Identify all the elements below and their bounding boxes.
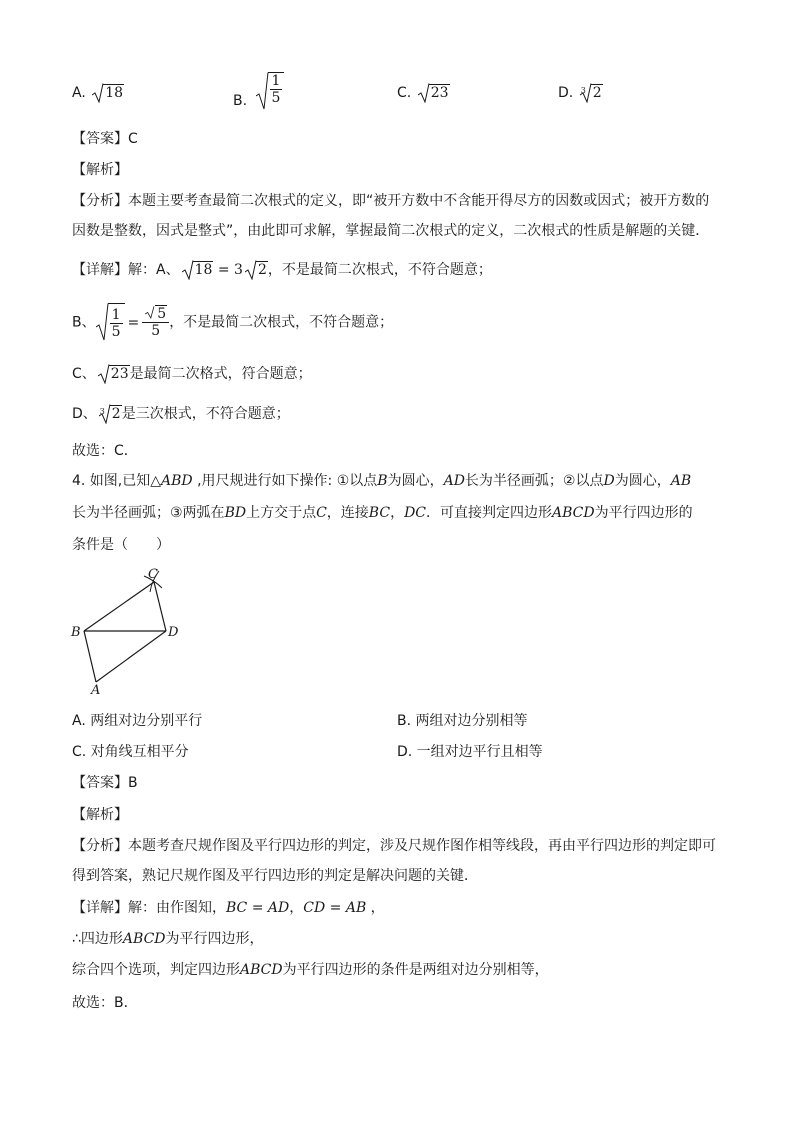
q4-answer: 【答案】B <box>72 775 138 791</box>
sqrt-expression <box>98 364 130 384</box>
math-var: BC <box>368 505 391 521</box>
numerator: 1 <box>111 306 121 323</box>
radicand: 2 <box>111 406 121 422</box>
option-a-radicand: 18 <box>105 85 124 101</box>
segment-ad <box>96 631 166 682</box>
math-var: B <box>377 473 388 489</box>
denominator: 5 <box>111 323 121 340</box>
detail-text: 【详解】解：由作图知， <box>72 900 226 916</box>
detail-tail: ，不是最简二次根式，不符合题意； <box>169 314 394 331</box>
math-var: ABD <box>161 473 193 489</box>
q4-option-c: C. 对角线互相平分 <box>72 744 189 760</box>
option-a-label: A. <box>72 85 86 101</box>
stem-text: ，连接 <box>326 505 369 521</box>
math-var: ABCD <box>122 931 166 947</box>
detail-text: ， <box>289 900 304 916</box>
parallelogram-figure <box>64 566 194 698</box>
stem-text: ．可直接判定四边形 <box>426 505 552 521</box>
math-var: AD <box>267 900 290 916</box>
math-var: BC <box>226 900 248 916</box>
option-b-denominator: 5 <box>271 90 281 106</box>
detail-text: 为平行四边形的条件是两组对边分别相等， <box>282 962 549 978</box>
segment-bc <box>84 582 154 631</box>
q4-detail-line-2 <box>72 929 264 949</box>
stem-text: 为圆心， <box>614 473 671 489</box>
result-fraction <box>142 306 169 339</box>
detail-text: ， <box>366 900 385 916</box>
detail-text: 综合四个选项，判定四边形 <box>72 962 240 978</box>
q4-analysis-heading: 【解析】 <box>72 807 128 823</box>
q3-detail-a <box>72 260 492 280</box>
detail-prefix: B、 <box>72 314 96 331</box>
math-var: CD <box>303 900 326 916</box>
stem-text: 长为半径画弧；③两弧在 <box>72 505 225 521</box>
equals-sign: = <box>127 314 140 331</box>
option-b <box>233 72 284 109</box>
option-d <box>558 83 603 103</box>
q4-stem-line-1 <box>72 471 691 491</box>
detail-text: 为平行四边形， <box>165 931 264 947</box>
label-c: C <box>148 567 158 582</box>
option-b-numerator: 1 <box>271 73 281 89</box>
denominator: 5 <box>151 323 161 339</box>
radicand: 2 <box>257 262 267 278</box>
math-var: DC <box>404 505 426 521</box>
radicand: 5 <box>157 306 167 322</box>
option-c <box>397 83 450 103</box>
label-d: D <box>168 625 179 640</box>
sqrt-fraction <box>96 303 125 342</box>
q4-choose: 故选：B． <box>72 995 138 1011</box>
math-var: C <box>316 505 327 521</box>
cube-root-expression <box>580 83 603 103</box>
equals-sign: = <box>247 900 268 916</box>
q3-fenxi-line-2: 因数是整数，因式是整式”，由此即可求解，掌握最简二次根式的定义，二次根式的性质是解题的关键． <box>72 223 710 239</box>
stem-text: 为平行四边形的 <box>594 505 693 521</box>
q4-fenxi-line-1: 【分析】本题考查尺规作图及平行四边形的判定，涉及尺规作图作相等线段，再由平行四边形的判定即可 <box>72 838 716 854</box>
label-a: A <box>91 683 101 698</box>
stem-text: 4. 如图,已知△ <box>72 473 162 489</box>
option-c-label: C. <box>397 85 412 101</box>
sqrt-fraction <box>256 72 285 106</box>
q4-detail-line-1 <box>72 898 385 918</box>
math-var: AB <box>670 473 692 489</box>
detail-tail: 是三次根式，不符合题意； <box>121 406 290 422</box>
detail-prefix: D、 <box>72 406 97 422</box>
stem-text: ,用尺规进行如下操作: ①以点 <box>192 473 378 489</box>
stem-text: 为圆心， <box>387 473 444 489</box>
stem-text: 长为半径画弧；②以点 <box>464 473 604 489</box>
option-a <box>72 83 124 103</box>
root-index: 3 <box>99 407 105 416</box>
q3-detail-c <box>72 364 312 384</box>
q3-choose: 故选：C． <box>72 443 138 459</box>
q3-detail-b <box>72 303 393 342</box>
q3-detail-d <box>72 404 290 424</box>
q4-stem-line-3: 条件是（ ） <box>72 537 170 553</box>
radicand: 18 <box>194 262 213 278</box>
q3-analysis-heading: 【解析】 <box>72 162 128 178</box>
option-b-label: B. <box>233 93 248 109</box>
option-d-label: D. <box>558 85 574 101</box>
sqrt-expression <box>182 260 214 280</box>
math-var: ABCD <box>552 505 595 521</box>
q4-option-b: B. 两组对边分别相等 <box>397 713 528 729</box>
option-c-radicand: 23 <box>430 85 449 101</box>
radicand: 23 <box>110 366 129 382</box>
q3-fenxi-line-1: 【分析】本题主要考查最简二次根式的定义，即“被开方数中不含能开得尽方的因数或因式；被开方数的 <box>72 193 710 209</box>
math-var: AD <box>443 473 465 489</box>
cube-root-expression <box>99 404 122 424</box>
option-d-radicand: 2 <box>592 85 602 101</box>
q3-answer: 【答案】C <box>72 131 138 147</box>
detail-tail: 是最简二次格式，符合题意； <box>129 366 312 382</box>
segment-ba <box>84 631 96 682</box>
detail-prefix: 【详解】解：A、 <box>72 262 180 278</box>
math-var: ABCD <box>240 962 283 978</box>
detail-tail: ，不是最简二次根式，不符合题意； <box>267 262 492 278</box>
q4-option-d: D. 一组对边平行且相等 <box>397 744 543 760</box>
q4-detail-line-3 <box>72 960 549 980</box>
q4-fenxi-line-2: 得到答案，熟记尺规作图及平行四边形的判定是解决问题的关键． <box>72 868 478 884</box>
detail-prefix: C、 <box>72 366 96 382</box>
sqrt-expression <box>245 260 268 280</box>
stem-text: ， <box>390 505 405 521</box>
root-index: 3 <box>580 86 586 95</box>
math-var: BD <box>224 505 247 521</box>
equals-term: = 3 <box>213 262 243 278</box>
math-var: D <box>603 473 615 489</box>
detail-text: ∴四边形 <box>72 931 123 947</box>
sqrt-expression <box>418 83 450 103</box>
q4-option-a: A. 两组对边分别平行 <box>72 713 203 729</box>
sqrt-expression <box>92 83 124 103</box>
segment-cd <box>154 582 166 631</box>
math-var: AB <box>345 900 367 916</box>
q4-stem-line-2 <box>72 503 693 523</box>
label-b: B <box>71 625 81 640</box>
stem-text: 上方交于点 <box>246 505 317 521</box>
equals-sign: = <box>325 900 346 916</box>
